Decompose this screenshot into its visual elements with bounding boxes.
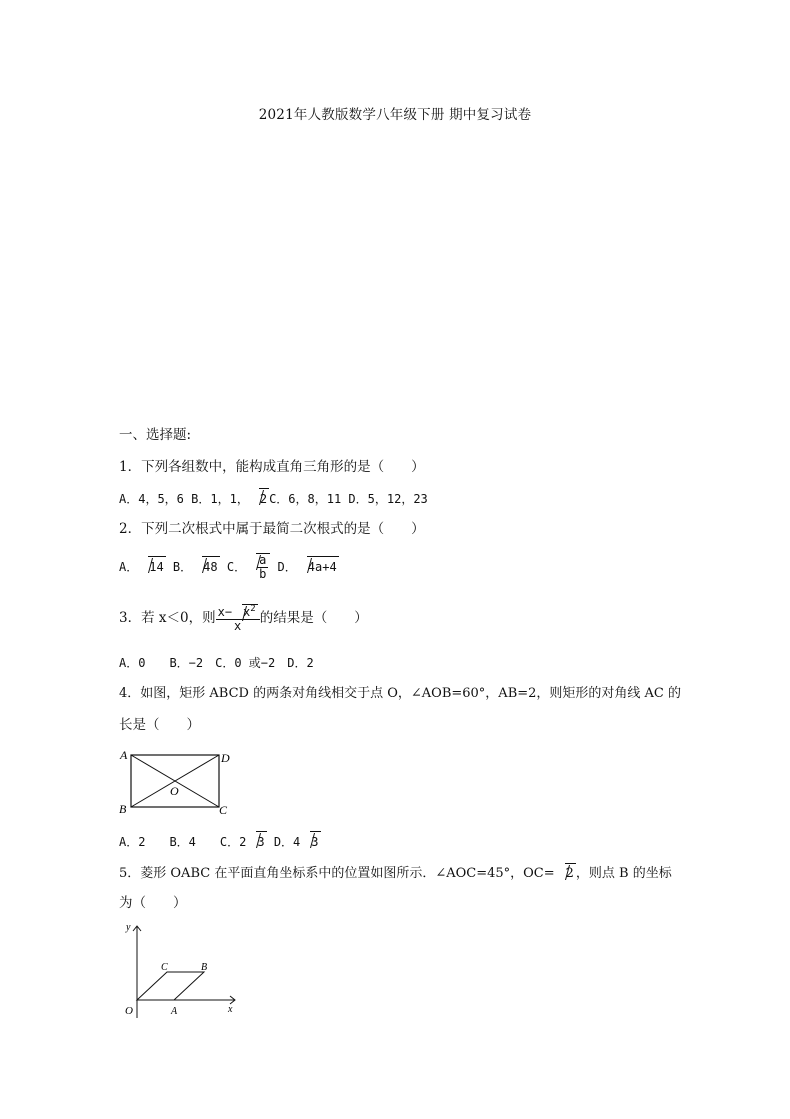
denominator: x [234, 619, 242, 634]
label-y: y [126, 922, 131, 933]
question-2-stem: 2．下列二次根式中属于最简二次根式的是（ ） [119, 521, 425, 537]
q3-stem-prefix: 3．若 x＜0，则 [119, 610, 216, 627]
q2-option-c-label: C． [226, 560, 247, 575]
sqrt-symbol [298, 556, 339, 577]
question-4-options [119, 831, 321, 852]
question-5-stem-line2: 为（ ） [119, 895, 187, 911]
q1-option-b: B．1，1， [191, 492, 249, 506]
sqrt-symbol [250, 488, 269, 509]
label-o: O [125, 1005, 133, 1017]
q1-option-a: A．4，5，6 [119, 492, 184, 506]
q4-options-prefix: A．2 B．4 C．2 [119, 835, 247, 849]
exponent: 2 [250, 604, 256, 614]
question-5-stem-line1 [119, 863, 672, 884]
label-b: B [119, 802, 127, 816]
label-x: x [228, 1004, 233, 1015]
radicand: 2 [259, 488, 269, 509]
q5-stem-prefix: 5．菱形 OABC 在平面直角坐标系中的位置如图所示．∠AOC=45°，OC= [119, 866, 555, 881]
radicand: 48 [202, 556, 219, 577]
sqrt-symbol [193, 556, 219, 577]
fraction [257, 554, 268, 581]
label-c: C [219, 803, 228, 817]
question-2-options [119, 553, 339, 581]
label-a: A [171, 1006, 178, 1017]
radicand: 14 [148, 556, 165, 577]
q4-option-d: D．4 [273, 835, 301, 849]
page-title: 2021年人教版数学八年级下册 期中复习试卷 [258, 107, 532, 123]
radicand: 3 [256, 831, 266, 852]
section-heading: 一、选择题: [119, 427, 192, 443]
question-3-options: A．0 B．−2 C．0 或−2 D．2 [119, 656, 314, 670]
question-4-stem-line2: 长是（ ） [119, 717, 200, 733]
sqrt-symbol [247, 831, 266, 852]
radicand: x [243, 605, 251, 619]
q3-stem-suffix: 的结果是（ ） [259, 610, 368, 627]
sqrt-symbol [247, 553, 270, 581]
question-1-options [119, 488, 428, 509]
question-3-stem [119, 604, 368, 633]
q2-option-a-label: A． [119, 560, 139, 575]
label-c: C [161, 962, 168, 973]
sqrt-symbol [139, 556, 165, 577]
numerator-prefix: x− [217, 605, 233, 619]
coordinate-figure [117, 920, 242, 1020]
question-4-stem-line1: 4．如图，矩形 ABCD 的两条对角线相交于点 O，∠AOB=60°，AB=2，则矩形的对角线 AC 的 [119, 686, 682, 701]
q3-fraction [216, 604, 260, 633]
question-1-stem: 1．下列各组数中，能构成直角三角形的是（ ） [119, 459, 425, 475]
label-d: D [221, 751, 230, 765]
radicand: 3 [310, 831, 320, 852]
radicand: 4a+4 [307, 556, 339, 577]
q5-stem-suffix: ，则点 B 的坐标 [575, 866, 672, 881]
q2-option-b-label: B． [172, 560, 193, 575]
sqrt-symbol [233, 604, 258, 619]
label-b: B [201, 962, 208, 973]
denominator: b [259, 567, 267, 582]
q2-option-d-label: D． [277, 560, 297, 575]
label-a: A [120, 748, 128, 762]
rhombus-oabc [137, 972, 204, 1000]
label-o: O [170, 784, 179, 798]
sqrt-symbol [556, 863, 576, 884]
rectangle-figure [115, 745, 240, 817]
q1-option-c: C．6，8，11 [269, 492, 342, 506]
q1-option-d: D．5，12，23 [348, 492, 428, 506]
sqrt-symbol [301, 831, 320, 852]
radicand: 2 [565, 863, 576, 884]
numerator: a [259, 553, 267, 567]
